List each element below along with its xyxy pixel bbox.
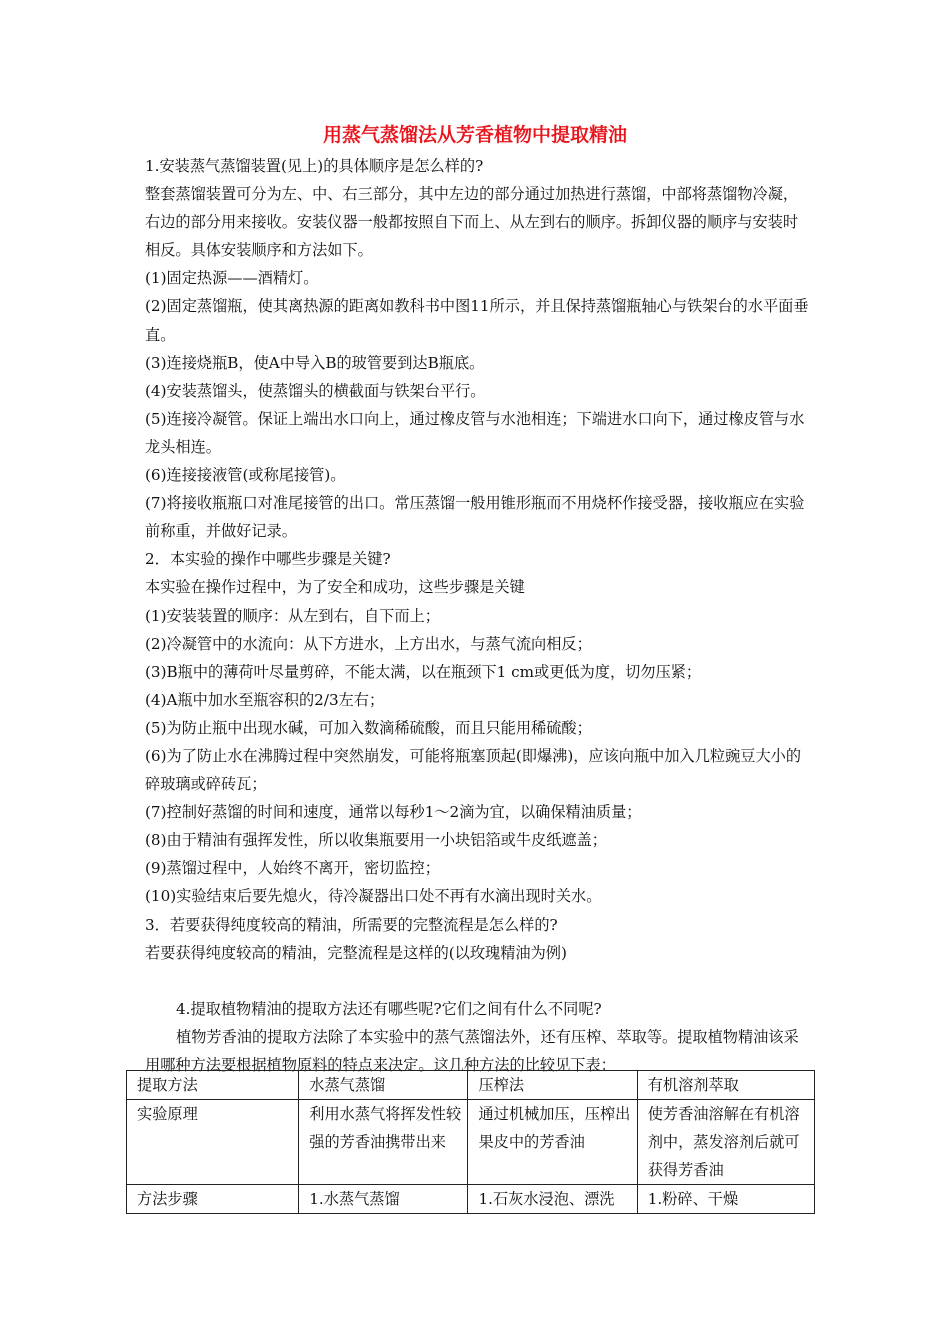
q1-intro: 整套蒸馏装置可分为左、中、右三部分，其中左边的部分通过加热进行蒸馏，中部将蒸馏物冷凝，右边的部分用来接收。安装仪器一般都按照自下而上、从左到右的顺序。拆卸仪器的顺序与安装时相反。具体安装顺序和方法如下。 (145, 185, 799, 260)
q2-step: (8)由于精油有强挥发性，所以收集瓶要用一小块铝箔或牛皮纸遮盖； (145, 831, 607, 850)
flowchart-gap (145, 967, 813, 995)
q4-answer: 植物芳香油的提取方法除了本实验中的蒸气蒸馏法外，还有压榨、萃取等。提取植物精油该采用哪种方法要根据植物原料的特点来决定。这几种方法的比较见下表： (145, 1027, 799, 1074)
q2-step: (9)蒸馏过程中，人始终不离开，密切监控； (145, 859, 440, 878)
document-title: 用蒸气蒸馏法从芳香植物中提取精油 (322, 124, 627, 146)
q2-step: (3)B瓶中的薄荷叶尽量剪碎，不能太满，以在瓶颈下1 cm或更低为度，切勿压紧； (145, 662, 702, 681)
q2-step: (6)为了防止水在沸腾过程中突然崩发，可能将瓶塞顶起(即爆沸)，应该向瓶中加入几粒豌豆大小的碎玻璃或碎砖瓦； (145, 746, 802, 794)
q1-step: (1)固定热源——酒精灯。 (145, 269, 319, 288)
table-header-cell: 有机溶剂萃取 (637, 1071, 814, 1100)
table-header-row (127, 1071, 815, 1100)
q2-step: (7)控制好蒸馏的时间和速度，通常以每秒1～2滴为宜，以确保精油质量； (145, 803, 642, 822)
q3-question: 3．若要获得纯度较高的精油，所需要的完整流程是怎么样的? (145, 915, 558, 934)
q2-question: 2．本实验的操作中哪些步骤是关键? (145, 550, 391, 569)
q2-intro: 本实验在操作过程中，为了安全和成功，这些步骤是关键 (145, 578, 525, 597)
q4-question: 4.提取植物精油的提取方法还有哪些呢?它们之间有什么不同呢? (176, 999, 602, 1018)
table-header-cell: 提取方法 (127, 1071, 299, 1100)
table-cell: 方法步骤 (127, 1185, 299, 1214)
table-row (127, 1185, 815, 1214)
q2-step: (2)冷凝管中的水流向：从下方进水，上方出水，与蒸气流向相反； (145, 634, 592, 653)
document-body (145, 152, 813, 1079)
comparison-table (126, 1070, 815, 1214)
q1-step: (2)固定蒸馏瓶，使其离热源的距离如教科书中图11所示，并且保持蒸馏瓶轴心与铁架台的水平面垂直。 (145, 297, 809, 344)
table-cell: 使芳香油溶解在有机溶剂中，蒸发溶剂后就可获得芳香油 (637, 1100, 814, 1185)
q1-step: (3)连接烧瓶B，使A中导入B的玻管要到达B瓶底。 (145, 353, 485, 372)
table-cell: 1.粉碎、干燥 (637, 1185, 814, 1214)
table-cell: 通过机械加压，压榨出果皮中的芳香油 (468, 1100, 637, 1185)
q2-step: (10)实验结束后要先熄火，待冷凝器出口处不再有水滴出现时关水。 (145, 887, 602, 906)
table-cell: 实验原理 (127, 1100, 299, 1185)
q3-answer: 若要获得纯度较高的精油，完整流程是这样的(以玫瑰精油为例) (145, 943, 567, 962)
q1-question: 1.安装蒸气蒸馏装置(见上)的具体顺序是怎么样的? (145, 157, 484, 175)
q2-step: (1)安装装置的顺序：从左到右，自下而上； (145, 606, 440, 625)
q2-step: (5)为防止瓶中出现水碱，可加入数滴稀硫酸，而且只能用稀硫酸； (145, 718, 592, 737)
table-header-cell: 压榨法 (468, 1071, 637, 1100)
table-header-cell: 水蒸气蒸馏 (299, 1071, 468, 1100)
table-row (127, 1100, 815, 1185)
q1-step: (4)安装蒸馏头，使蒸馏头的横截面与铁架台平行。 (145, 381, 486, 400)
table-cell: 1.石灰水浸泡、漂洗 (468, 1185, 637, 1214)
table-cell: 1.水蒸气蒸馏 (299, 1185, 468, 1214)
table-cell: 利用水蒸气将挥发性较强的芳香油携带出来 (299, 1100, 468, 1185)
q2-step: (4)A瓶中加水至瓶容积的2/3左右； (145, 690, 385, 709)
q1-step: (6)连接接液管(或称尾接管)。 (145, 466, 346, 485)
q1-step: (5)连接冷凝管。保证上端出水口向上，通过橡皮管与水池相连；下端进水口向下，通过橡皮管与水龙头相连。 (145, 409, 805, 456)
q1-step: (7)将接收瓶瓶口对准尾接管的出口。常压蒸馏一般用锥形瓶而不用烧杯作接受器，接收瓶应在实验前称重，并做好记录。 (145, 494, 805, 541)
